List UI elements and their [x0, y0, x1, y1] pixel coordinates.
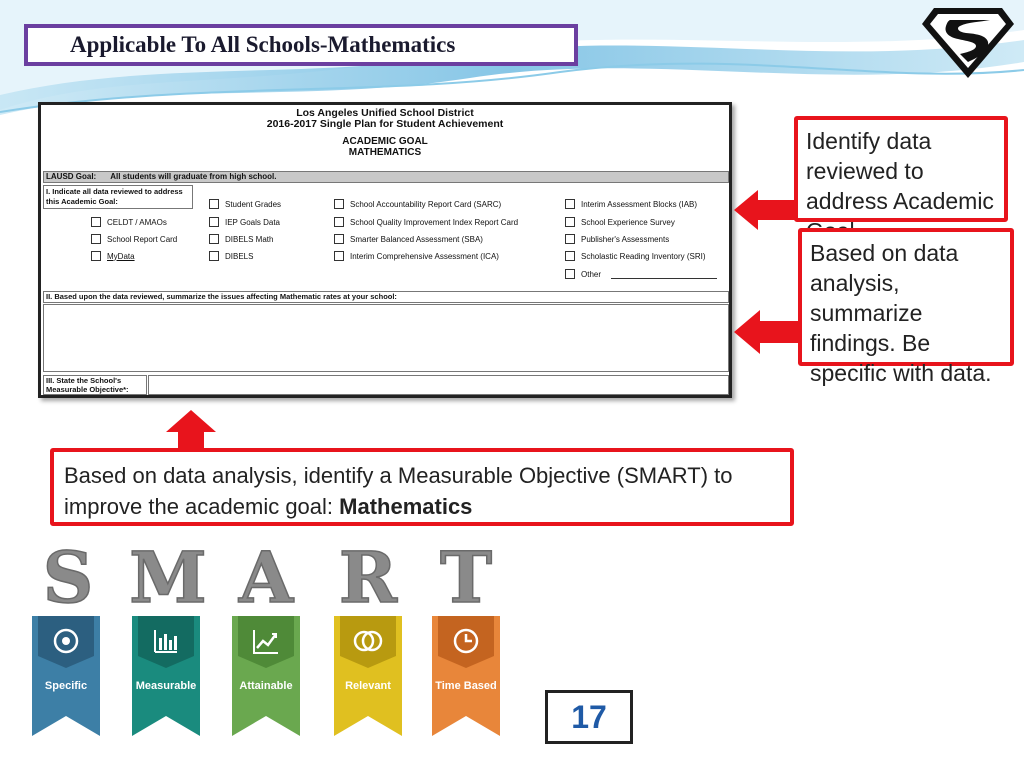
- target-icon: [51, 626, 81, 656]
- checkbox-school-experience[interactable]: [565, 217, 675, 227]
- bar-chart-icon: [151, 626, 181, 656]
- checkbox-label: School Report Card: [107, 234, 178, 244]
- arrow-left-icon: [734, 308, 800, 356]
- checkbox-sba[interactable]: [334, 234, 483, 244]
- checkbox-iab[interactable]: [565, 199, 697, 209]
- checkbox-box[interactable]: [209, 234, 219, 244]
- ribbon-label: Specific: [44, 680, 88, 692]
- form-goal-heading: ACADEMIC GOAL: [342, 136, 428, 147]
- checkbox-box[interactable]: [565, 251, 575, 261]
- section2-response-area[interactable]: [43, 304, 729, 372]
- smart-letter-a: A: [238, 540, 294, 610]
- checkbox-box[interactable]: [209, 199, 219, 209]
- section2-label: II. Based upon the data reviewed, summarize the issues affecting Mathematic rates at your school:: [43, 291, 729, 303]
- checkbox-box[interactable]: [565, 234, 575, 244]
- ribbon-label: Attainable: [239, 680, 293, 692]
- smart-letter-r: R: [338, 540, 398, 610]
- checkbox-box[interactable]: [334, 199, 344, 209]
- checkbox-box[interactable]: [209, 251, 219, 261]
- arrow-up-icon: [166, 410, 216, 450]
- form-subject: MATHEMATICS: [348, 147, 422, 158]
- checkbox-box[interactable]: [91, 234, 101, 244]
- checkbox-box[interactable]: [209, 217, 219, 227]
- section3-label: III. State the School's Measurable Objective*:: [43, 375, 147, 395]
- objective-subject: Mathematics: [339, 494, 473, 519]
- checkbox-label: Scholastic Reading Inventory (SRI): [581, 251, 706, 261]
- smart-letter-s: S: [42, 540, 94, 610]
- checkbox-publishers[interactable]: [565, 234, 669, 244]
- checkbox-box[interactable]: [565, 269, 575, 279]
- checkbox-ica[interactable]: [334, 251, 499, 261]
- ribbon-label: Relevant: [345, 680, 391, 692]
- checkbox-student-grades[interactable]: [209, 199, 281, 209]
- other-text-line[interactable]: [611, 270, 717, 279]
- checkbox-box[interactable]: [334, 251, 344, 261]
- smart-letters: [28, 540, 508, 610]
- ribbon-label: Time Based: [435, 680, 497, 692]
- checkbox-label: School Experience Survey: [581, 217, 675, 227]
- checkbox-label: School Accountability Report Card (SARC): [350, 199, 502, 209]
- form-district: Los Angeles Unified School District: [296, 107, 474, 119]
- checkbox-label: Publisher's Assessments: [581, 234, 670, 244]
- form-plan-title: 2016-2017 Single Plan for Student Achievement: [266, 118, 504, 130]
- ribbon-relevant: [334, 616, 402, 736]
- spsa-form: [38, 102, 732, 398]
- checkbox-school-report-card[interactable]: [91, 234, 177, 244]
- lausd-goal-bar: [43, 171, 729, 183]
- overlap-circles-icon: [353, 626, 383, 656]
- checkbox-sqii[interactable]: [334, 217, 518, 227]
- superman-logo-icon: [920, 6, 1016, 80]
- checkbox-label: CELDT / AMAOs: [107, 217, 167, 227]
- slide-title: Applicable To All Schools-Mathematics: [24, 24, 578, 66]
- checkbox-label: Other: [581, 269, 602, 279]
- smart-letter-t: T: [439, 540, 493, 610]
- checkbox-label[interactable]: MyData: [107, 251, 135, 261]
- callout-identify-data: Identify data reviewed to address Academic: [794, 116, 1008, 222]
- ribbon-label: Measurable: [135, 680, 197, 692]
- checkbox-dibels-math[interactable]: [209, 234, 273, 244]
- callout-summarize-findings: Based on data analysis, summarize findings. Be specific with data.: [798, 228, 1014, 366]
- checkbox-label: Smarter Balanced Assessment (SBA): [350, 234, 483, 244]
- checkbox-label: Interim Comprehensive Assessment (ICA): [350, 251, 499, 261]
- checkbox-label: IEP Goals Data: [225, 217, 280, 227]
- ribbon-specific: [32, 616, 100, 736]
- section3-response-area[interactable]: [148, 375, 729, 395]
- ribbon-time-based: [432, 616, 500, 736]
- callout-measurable-objective: [50, 448, 794, 526]
- checkbox-iep-goals[interactable]: [209, 217, 280, 227]
- objective-text: Based on data analysis, identify a Measurable Objective (SMART) to improve the academic goal:: [64, 463, 733, 519]
- goal-text: All students will graduate from high school.: [110, 172, 277, 181]
- page-number: 17: [545, 690, 633, 744]
- checkbox-box[interactable]: [91, 251, 101, 261]
- checkbox-label: School Quality Improvement Index Report Card: [350, 217, 519, 227]
- checkbox-box[interactable]: [334, 234, 344, 244]
- checkbox-label: Student Grades: [225, 199, 282, 209]
- checkbox-box[interactable]: [334, 217, 344, 227]
- checkbox-other[interactable]: [565, 269, 717, 279]
- arrow-left-icon: [734, 188, 796, 232]
- smart-letter-m: M: [129, 540, 207, 610]
- checkbox-label: Interim Assessment Blocks (IAB): [581, 199, 698, 209]
- checkbox-label: DIBELS: [225, 251, 254, 261]
- section1-label: I. Indicate all data reviewed to address this Academic Goal:: [43, 185, 193, 209]
- goal-label: LAUSD Goal:: [46, 172, 97, 181]
- checkbox-mydata[interactable]: [91, 251, 135, 261]
- checkbox-box[interactable]: [565, 217, 575, 227]
- ribbon-attainable: [232, 616, 300, 736]
- checkbox-dibels[interactable]: [209, 251, 253, 261]
- checkbox-sri[interactable]: [565, 251, 706, 261]
- clock-icon: [451, 626, 481, 656]
- checkbox-box[interactable]: [565, 199, 575, 209]
- checkbox-sarc[interactable]: [334, 199, 501, 209]
- checkbox-label: DIBELS Math: [225, 234, 274, 244]
- checkbox-celdt[interactable]: [91, 217, 167, 227]
- line-chart-icon: [251, 626, 281, 656]
- ribbon-measurable: [132, 616, 200, 736]
- checkbox-box[interactable]: [91, 217, 101, 227]
